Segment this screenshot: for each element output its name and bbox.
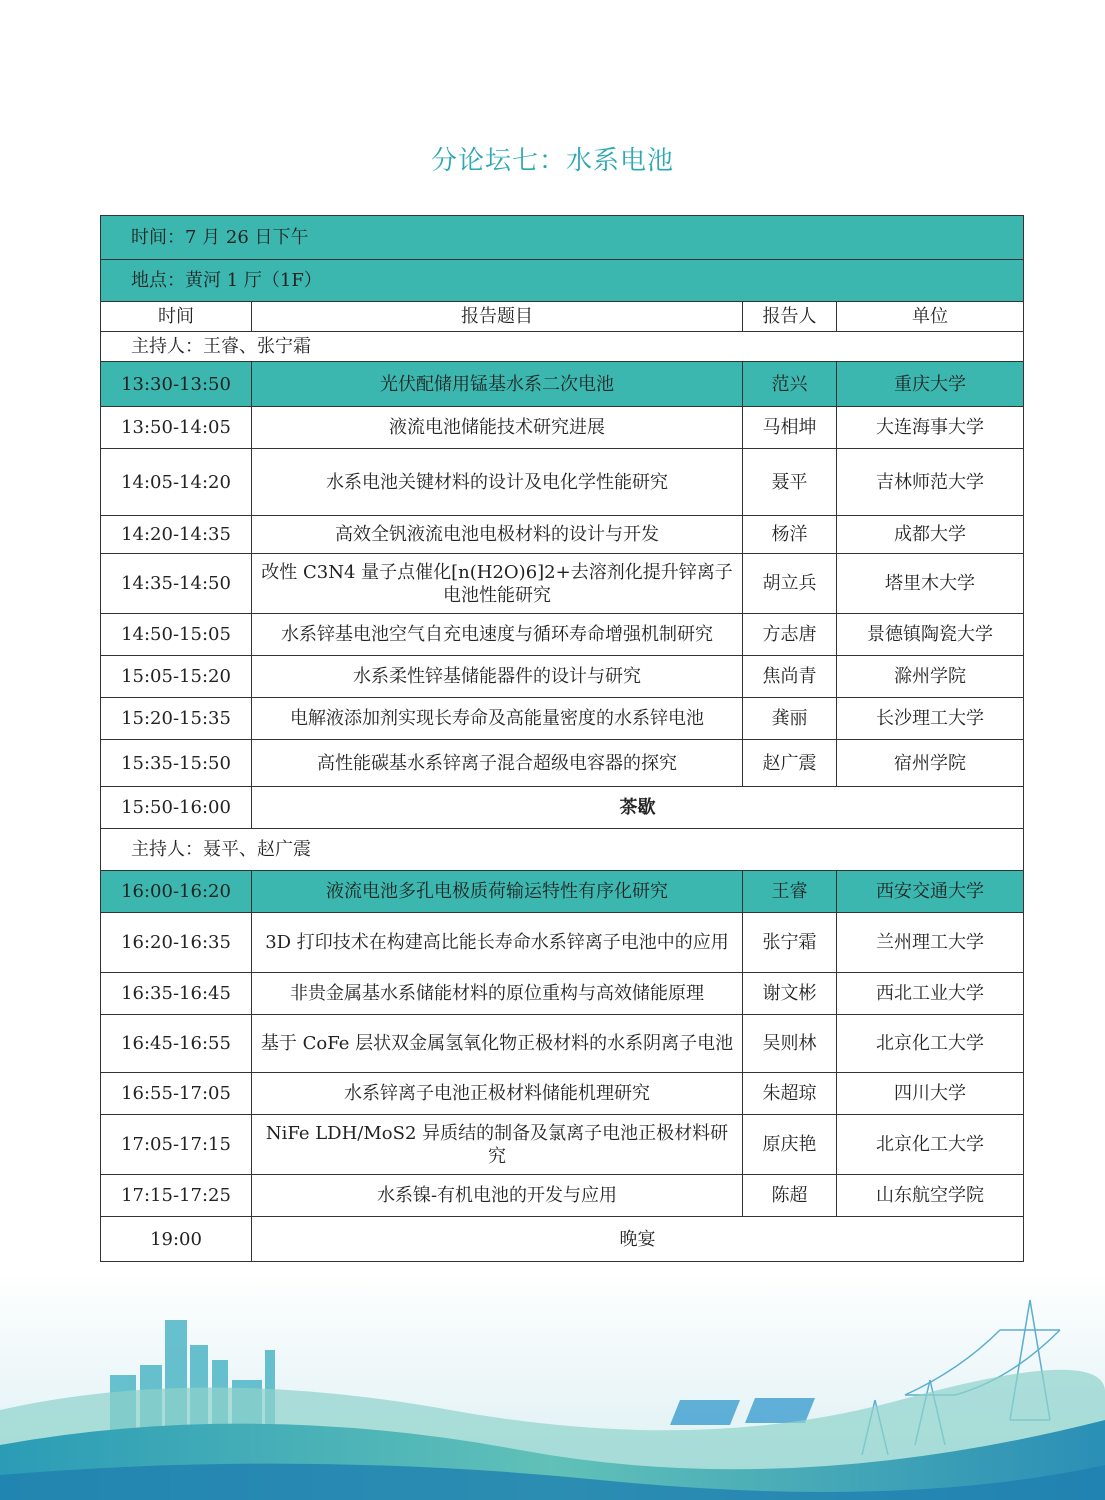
row-unit: 四川大学 [837,1073,1024,1115]
row-speaker: 胡立兵 [743,554,837,614]
row-unit: 吉林师范大学 [837,449,1024,516]
row-unit: 兰州理工大学 [837,913,1024,973]
row-time: 16:55-17:05 [101,1073,252,1115]
row-time: 14:50-15:05 [101,614,252,656]
row-topic: 液流电池多孔电极质荷输运特性有序化研究 [252,871,743,913]
row-time: 14:05-14:20 [101,449,252,516]
row-time: 15:20-15:35 [101,698,252,740]
row-speaker: 范兴 [743,362,837,407]
page-title: 分论坛七：水系电池 [430,146,674,176]
row-speaker: 杨洋 [743,516,837,554]
row-time: 13:50-14:05 [101,407,252,449]
row-time: 17:15-17:25 [101,1175,252,1217]
table-row [101,614,1024,656]
row-topic: 水系电池关键材料的设计及电化学性能研究 [252,449,743,516]
row-speaker: 朱超琼 [743,1073,837,1115]
row-topic: 水系柔性锌基储能器件的设计与研究 [252,656,743,698]
row-speaker: 马相坤 [743,407,837,449]
row-unit: 塔里木大学 [837,554,1024,614]
header-topic: 报告题目 [252,302,743,332]
row-topic: 基于 CoFe 层状双金属氢氧化物正极材料的水系阴离子电池 [252,1015,743,1073]
row-speaker: 聂平 [743,449,837,516]
table-row [101,516,1024,554]
table-row [101,973,1024,1015]
header-time: 时间 [101,302,252,332]
session2-host: 主持人：聂平、赵广震 [101,829,1024,871]
table-row [101,449,1024,516]
row-speaker: 吴则林 [743,1015,837,1073]
table-row [101,362,1024,407]
row-unit: 西北工业大学 [837,973,1024,1015]
table-row [101,407,1024,449]
row-unit: 景德镇陶瓷大学 [837,614,1024,656]
row-topic: NiFe LDH/MoS2 异质结的制备及氯离子电池正极材料研究 [252,1115,743,1175]
break-time: 15:50-16:00 [101,787,252,829]
dinner-label: 晚宴 [252,1217,1024,1262]
row-topic: 水系锌离子电池正极材料储能机理研究 [252,1073,743,1115]
row-unit: 西安交通大学 [837,871,1024,913]
break-row [101,787,1024,829]
row-topic: 非贵金属基水系储能材料的原位重构与高效储能原理 [252,973,743,1015]
row-time: 13:30-13:50 [101,362,252,407]
row-unit: 北京化工大学 [837,1115,1024,1175]
session1-host: 主持人：王睿、张宁霜 [101,332,1024,362]
table-row [101,871,1024,913]
header-speaker: 报告人 [743,302,837,332]
header-unit: 单位 [837,302,1024,332]
table-row [101,698,1024,740]
table-row [101,1015,1024,1073]
row-speaker: 陈超 [743,1175,837,1217]
row-speaker: 焦尚青 [743,656,837,698]
row-topic: 电解液添加剂实现长寿命及高能量密度的水系锌电池 [252,698,743,740]
row-topic: 改性 C3N4 量子点催化[n(H2O)6]2+去溶剂化提升锌离子电池性能研究 [252,554,743,614]
row-time: 14:35-14:50 [101,554,252,614]
row-time: 15:35-15:50 [101,740,252,787]
row-time: 17:05-17:15 [101,1115,252,1175]
row-time: 14:20-14:35 [101,516,252,554]
row-time: 15:05-15:20 [101,656,252,698]
header-row [101,302,1024,332]
table-row [101,656,1024,698]
row-topic: 水系镍-有机电池的开发与应用 [252,1175,743,1217]
row-unit: 山东航空学院 [837,1175,1024,1217]
row-speaker: 龚丽 [743,698,837,740]
table-row [101,913,1024,973]
table-row [101,1073,1024,1115]
row-time: 16:20-16:35 [101,913,252,973]
row-unit: 长沙理工大学 [837,698,1024,740]
row-unit: 滁州学院 [837,656,1024,698]
row-time: 16:45-16:55 [101,1015,252,1073]
row-speaker: 王睿 [743,871,837,913]
table-row [101,1115,1024,1175]
row-unit: 大连海事大学 [837,407,1024,449]
row-unit: 宿州学院 [837,740,1024,787]
row-speaker: 赵广震 [743,740,837,787]
row-speaker: 方志唐 [743,614,837,656]
dinner-time: 19:00 [101,1217,252,1262]
schedule-table [100,215,1024,1262]
row-topic: 液流电池储能技术研究进展 [252,407,743,449]
row-unit: 重庆大学 [837,362,1024,407]
table-row [101,554,1024,614]
row-topic: 高性能碳基水系锌离子混合超级电容器的探究 [252,740,743,787]
row-speaker: 谢文彬 [743,973,837,1015]
footer-decoration [0,1270,1105,1500]
row-time: 16:00-16:20 [101,871,252,913]
row-unit: 北京化工大学 [837,1015,1024,1073]
row-topic: 高效全钒液流电池电极材料的设计与开发 [252,516,743,554]
dinner-row [101,1217,1024,1262]
row-unit: 成都大学 [837,516,1024,554]
table-row [101,1175,1024,1217]
table-row [101,740,1024,787]
info-time: 时间：7 月 26 日下午 [101,216,1024,260]
break-label: 茶歇 [252,787,1024,829]
row-topic: 水系锌基电池空气自充电速度与循环寿命增强机制研究 [252,614,743,656]
info-place: 地点：黄河 1 厅（1F） [101,260,1024,302]
row-speaker: 原庆艳 [743,1115,837,1175]
row-speaker: 张宁霜 [743,913,837,973]
row-time: 16:35-16:45 [101,973,252,1015]
row-topic: 3D 打印技术在构建高比能长寿命水系锌离子电池中的应用 [252,913,743,973]
row-topic: 光伏配储用锰基水系二次电池 [252,362,743,407]
